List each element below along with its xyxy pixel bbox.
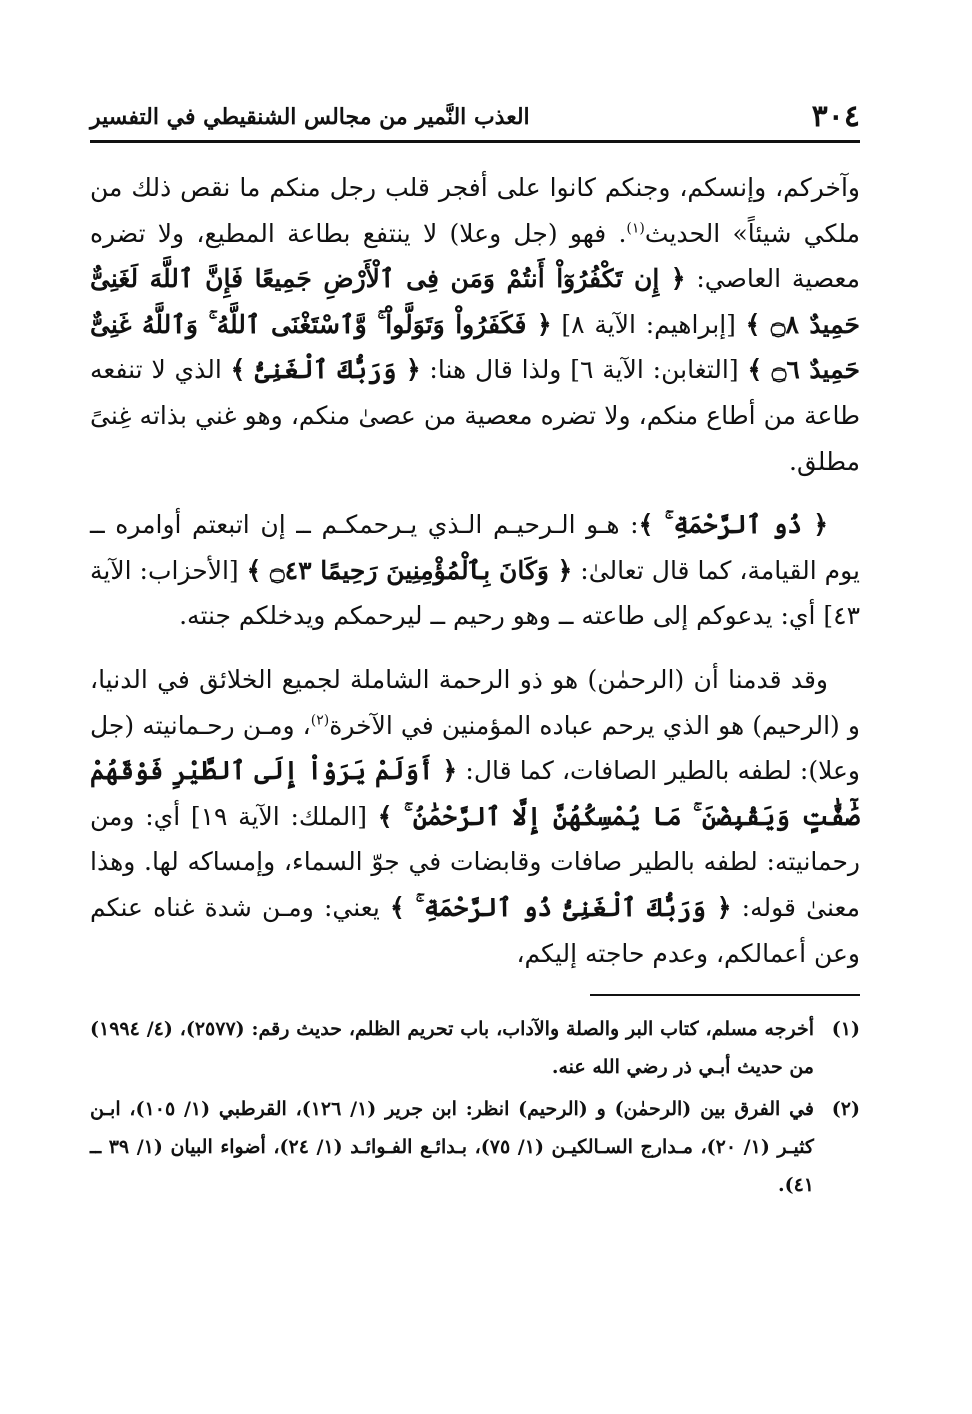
text-segment: . فهو (جل وعلا) لا ينتفع بطاعة المطيع، ولا تضره معصية العاصي: [90,218,860,294]
footnote-ref-1: (١) [626,220,645,237]
main-text [90,165,860,976]
text-segment: [التغابن: الآية ٦] ولذا قال هنا: [420,355,748,385]
quran-verse: ﴿ ذُو ٱلرَّحْمَةِ ۚ ﴾ [638,510,828,540]
quran-verse: ﴿ وَرَبُّكَ ٱلْغَنِىُّ ﴾ [230,355,421,385]
footnote-number: (١) [831,1018,860,1041]
text-segment: [الملك: الآية ١٩] أي: ومن رحمانيته: لطفه بالطير صافات وقابضات في جوّ السماء، وإمساكه لها. وهذا معنىٰ قوله: [90,801,860,922]
footnote-separator [590,994,860,996]
footnote-2 [90,1090,860,1204]
quran-verse: ﴿ فَكَفَرُواْ وَتَوَلَّواْ ۚ وَّٱسْتَغْنَى ٱللَّهُ ۚ وَٱللَّهُ غَنِىٌّ حَمِيدٌ ۝٦ ﴾ [90,309,860,385]
footnote-text: في الفرق بين (الرحمٰن) و (الرحيم) انظر: ابن جرير (١/ ١٢٦)، القرطبي (١/ ١٠٥)، ابـن كثيـر (١/ ٢٠)، مـدارج السـالكيـن (١/ ٧٥)، بـدائـع الفـوائـد (١/ ٢٤)، أضواء البيان (١/ ٣٩ ــ ٤١). [90,1098,814,1197]
quran-verse: ﴿ أَوَلَمْ يَرَوْاْ إِلَى ٱلطَّيْرِ فَوْقَهُمْ صَٰٓفَّٰتٍ وَيَقْبِضْنَ ۚ مَا يُمْسِكُهُنَّ إِلَّا ٱلرَّحْمَٰنُ ۚ ﴾ [90,756,861,831]
paragraph-2 [90,502,860,639]
text-segment: الذي لا تنفعه طاعة من أطاع منكم، ولا تضره معصية من عصىٰ منكم، وهو غني بذاته غِنىً مطلق. [90,355,860,476]
quran-verse: ﴿ إِن تَكْفُرُوٓاْ أَنتُمْ وَمَن فِى ٱلْأَرْضِ جَمِيعًا فَإِنَّ ٱللَّهَ لَغَنِىٌّ حَمِيدٌ ۝٨ ﴾ [90,264,861,339]
footnote-1 [90,1010,860,1086]
quran-verse: ﴿ وَكَانَ بِٱلْمُؤْمِنِينَ رَحِيمًا ۝٤٣ ﴾ [246,555,573,585]
running-title: العذب النَّمير من مجالس الشنقيطي في التفسير [90,104,530,130]
text-segment: وآخركم، وإنسكم، وجنكم كانوا على أفجر قلب رجل منكم ما نقص ذلك من ملكي شيئاً» الحديث [90,173,860,248]
paragraph-3 [90,657,860,976]
footnote-number: (٢) [831,1098,860,1121]
quran-verse: ﴿ وَرَبُّكَ ٱلْغَنِىُّ ذُو ٱلرَّحْمَةِ ۚ ﴾ [389,892,732,922]
paragraph-1 [90,165,860,484]
page-number: ٣٠٤ [811,99,860,134]
text-segment: : هـو الـرحيـم الـذي يـرحمكـم ــ إن اتبعتم أوامره ــ يوم القيامة، كما قال تعالىٰ: [90,510,860,585]
text-segment: [الأحزاب: الآية ٤٣] أي: يدعوكم إلى طاعته ــ وهو رحيم ــ ليرحمكم ويدخلكم جنته. [90,555,860,631]
footnote-ref-2: (٢) [310,712,330,729]
footnote-text: أخرجه مسلم، كتاب البر والصلة والآداب، باب تحريم الظلم، حديث رقم: (٢٥٧٧)، (٤/ ١٩٩٤) من حديث أبـي ذر رضي الله عنه. [90,1018,814,1079]
text-segment: يعني: ومـن شدة غناه عنكم وعن أعمالكم، وعدم حاجته إليكم، [90,892,860,968]
text-segment: [إبراهيم: الآية ٨] [551,309,746,339]
text-segment: وقد قدمنا أن (الرحمٰن) هو ذو الرحمة الشاملة لجميع الخلائق في الدنيا، و (الرحيم) هو الذي يرحم عباده المؤمنين في الآخرة [90,664,860,740]
footnotes [90,1010,860,1204]
book-page [90,80,860,1208]
text-segment: ، ومـن رحـمانيته (جل وعلا): لطفه بالطير الصافات، كما قال: [90,710,860,786]
page-header [90,80,860,143]
